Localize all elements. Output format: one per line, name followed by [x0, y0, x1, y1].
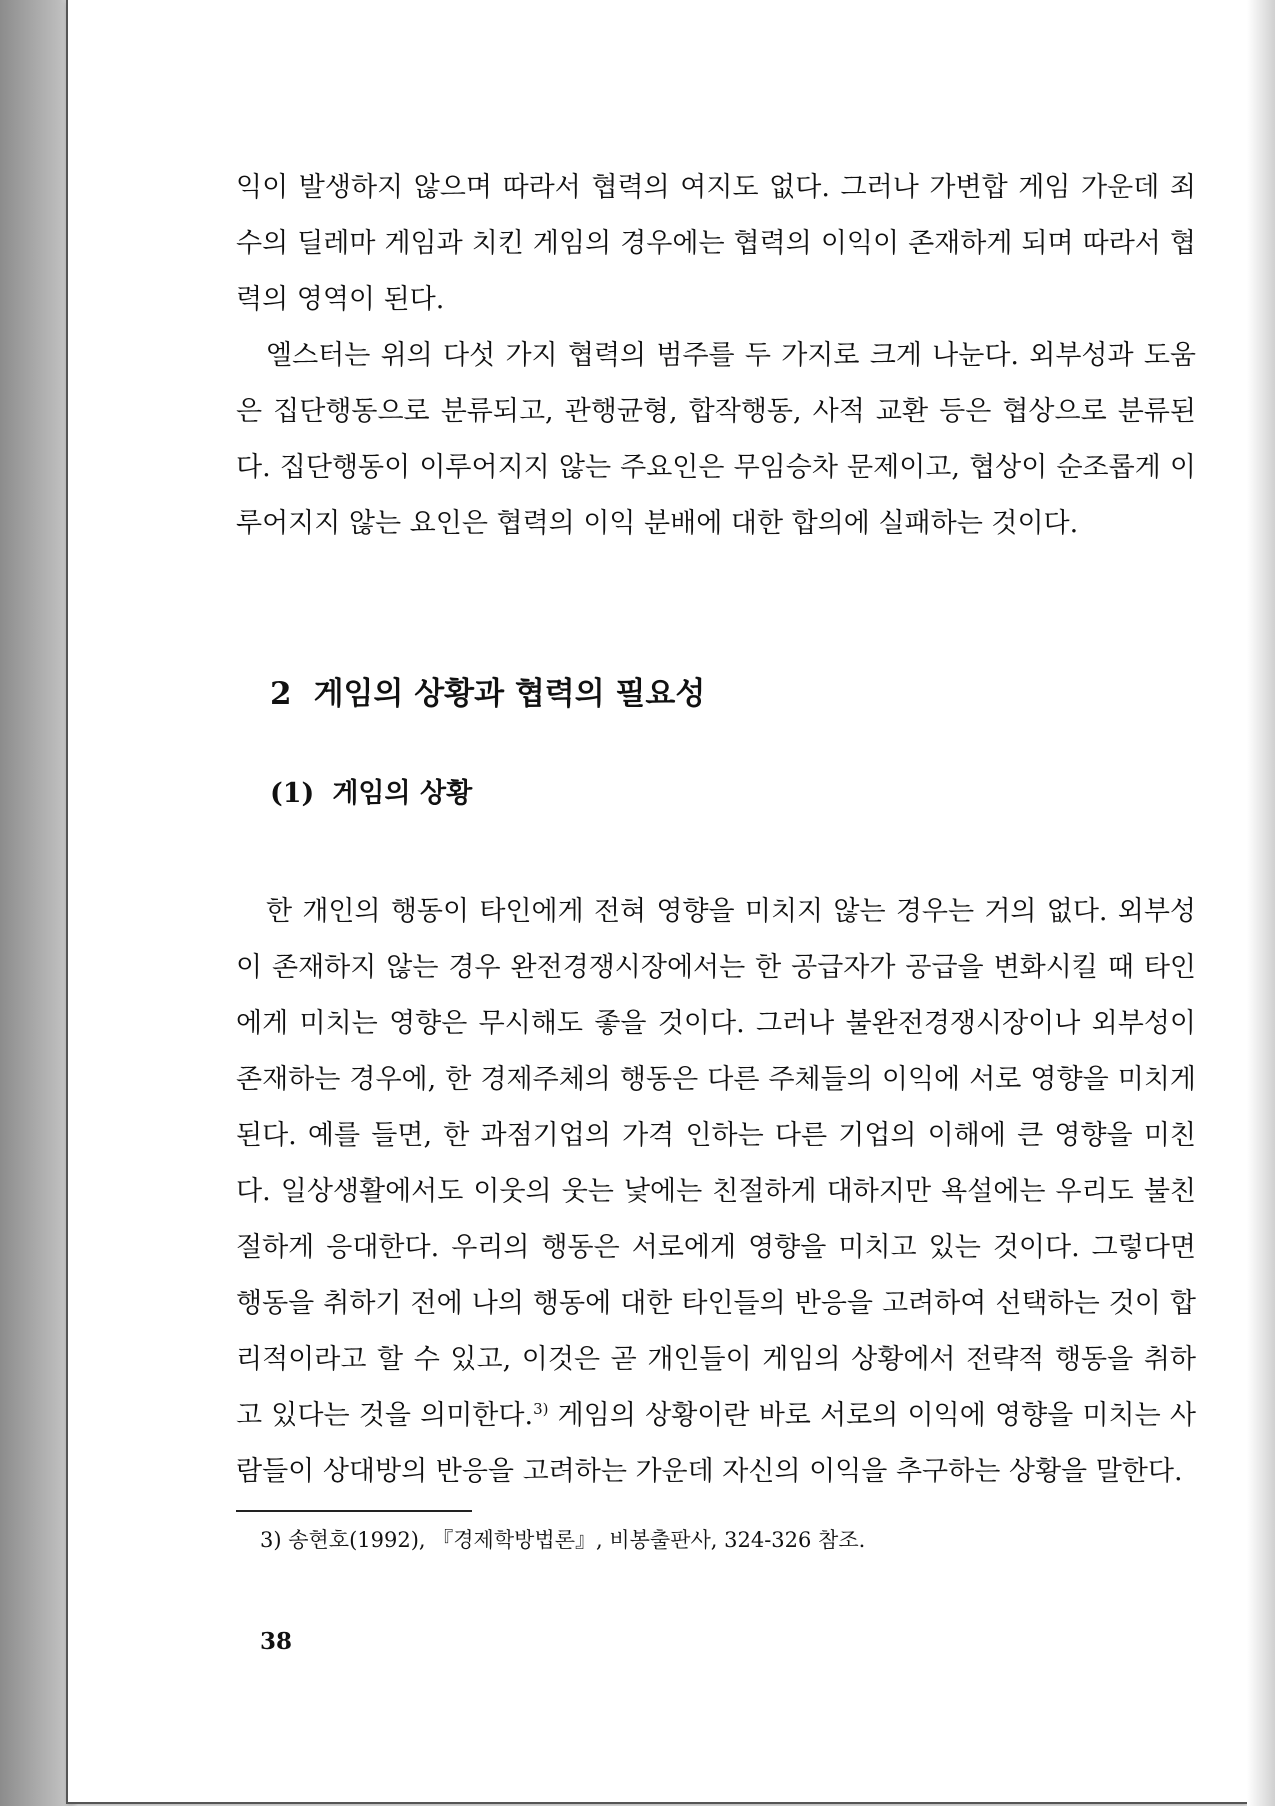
page-content [236, 160, 1196, 1560]
book-page [66, 0, 1248, 1804]
section-title: 게임의 상황과 협력의 필요성 [313, 676, 706, 712]
paragraph-text-before-note: 한 개인의 행동이 타인에게 전혀 영향을 미치지 않는 경우는 거의 없다. 외부성이 존재하지 않는 경우 완전경쟁시장에서는 한 공급자가 공급을 변화시킬 때 타인에게 미치는 영향은 무시해도 좋을 것이다. 그러나 불완전경쟁시장이나 외부성이 존재하는 경우에, 한 경제주체의 행동은 다른 주체들의 이익에 서로 영향을 미치게 된다. 예를 들면, 한 과점기업의 가격 인하는 다른 기업의 이해에 큰 영향을 미친다. 일상생활에서도 이웃의 웃는 낯에는 친절하게 대하지만 욕설에는 우리도 불친절하게 응대한다. 우리의 행동은 서로에게 영향을 미치고 있는 것이다. 그렇다면 행동을 취하기 전에 나의 행동에 대한 타인들의 반응을 고려하여 선택하는 것이 합리적이라고 할 수 있고, 이것은 곧 개인들이 게임의 상황에서 전략적 행동을 취하고 있다는 것을 의미한다. [236, 896, 1196, 1431]
paragraph-continued: 익이 발생하지 않으며 따라서 협력의 여지도 없다. 그러나 가변합 게임 가운데 죄수의 딜레마 게임과 치킨 게임의 경우에는 협력의 이익이 존재하게 되며 따라서 협력의 영역이 된다. [236, 172, 1196, 315]
footnote: 3) 송현호(1992), 『경제학방법론』, 비봉출판사, 324-326 참조. [260, 1528, 866, 1552]
footnote-divider [236, 1510, 472, 1512]
viewer-right-gutter [1247, 0, 1275, 1806]
sub-heading-title: 게임의 상황 [332, 778, 473, 809]
sub-heading [236, 766, 1196, 822]
paragraph-elster: 엘스터는 위의 다섯 가지 협력의 범주를 두 가지로 크게 나눈다. 외부성과 도움은 집단행동으로 분류되고, 관행균형, 합작행동, 사적 교환 등은 협상으로 분류된다. 집단행동이 이루어지지 않는 주요인은 무임승차 문제이고, 협상이 순조롭게 이루어지지 않는 요인은 협력의 이익 분배에 대한 합의에 실패하는 것이다. [236, 340, 1196, 539]
paragraph-text-after-note: 게임의 상황이란 바로 서로의 이익에 영향을 미치는 사람들이 상대방의 반응을 고려하는 가운데 자신의 이익을 추구하는 상황을 말한다. [236, 1400, 1197, 1487]
section-number: 2 [270, 676, 292, 712]
page-number: 38 [260, 1628, 293, 1655]
paragraph-game-situation [236, 884, 1196, 1500]
footnote-reference: 3) [533, 1400, 549, 1418]
sub-heading-number: (1) [270, 778, 315, 809]
section-heading [236, 664, 1196, 724]
